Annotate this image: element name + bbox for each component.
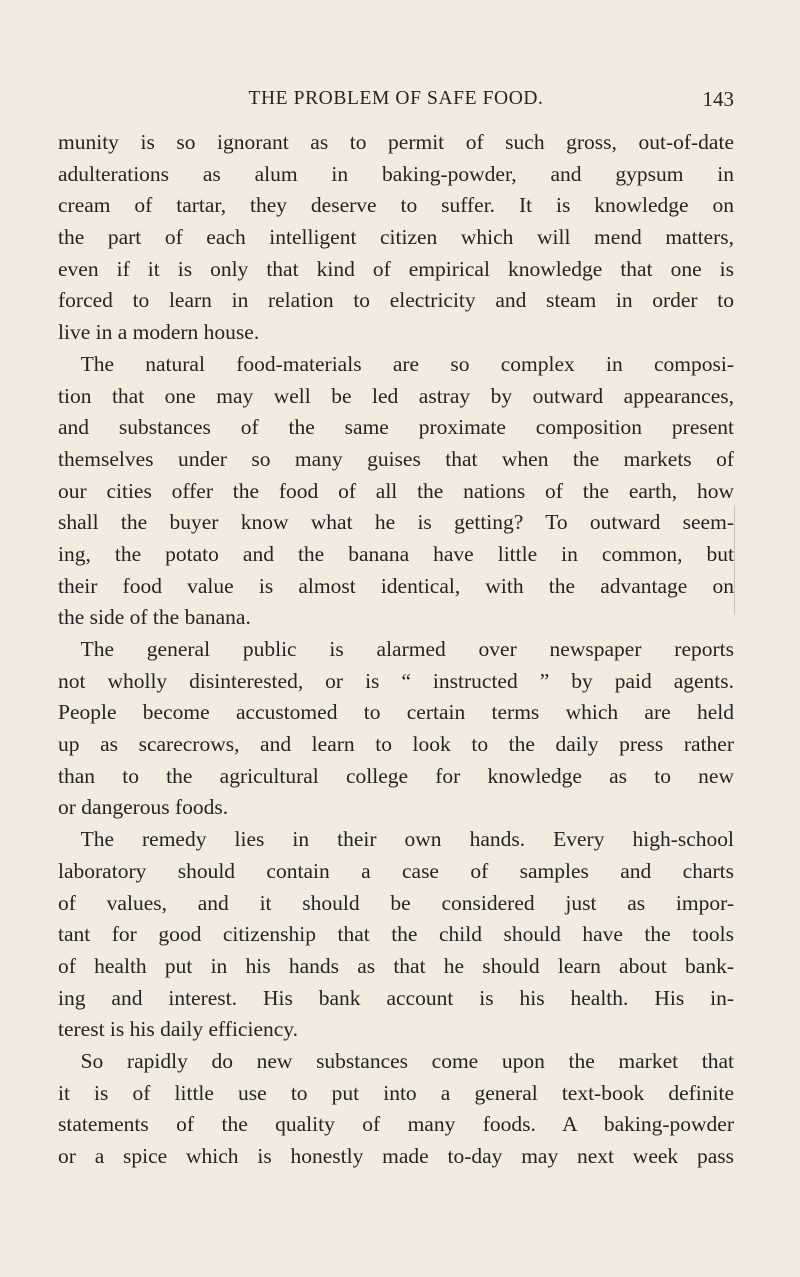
text-line: The natural food-materials are so complex in composi- xyxy=(80,351,734,376)
page-number: 143 xyxy=(702,87,734,111)
text-line: of values, and it should be considered just as impor- xyxy=(58,890,734,915)
text-line: even if it is only that kind of empirical knowledge that one is xyxy=(58,256,734,281)
text-line: ing and interest. His bank account is his health. His in- xyxy=(58,985,734,1010)
text-line: not wholly disinterested, or is “ instructed ” by paid agents. xyxy=(58,668,734,693)
text-line: cream of tartar, they deserve to suffer. It is knowledge on xyxy=(58,193,734,218)
text-line: than to the agricultural college for knowledge as to new xyxy=(58,763,734,788)
body-text xyxy=(58,127,734,1173)
text-line: or a spice which is honestly made to-day may next week pass xyxy=(58,1144,734,1168)
text-line: adulterations as alum in baking-powder, and gypsum in xyxy=(58,161,734,186)
text-line: The remedy lies in their own hands. Every high-school xyxy=(80,827,734,852)
text-line: our cities offer the food of all the nations of the earth, how xyxy=(58,478,734,503)
paragraph xyxy=(58,824,734,1046)
text-line: the side of the banana. xyxy=(58,605,251,630)
text-line: statements of the quality of many foods. A baking-powder xyxy=(58,1112,734,1137)
text-line: or dangerous foods. xyxy=(58,795,229,820)
running-head-title: THE PROBLEM OF SAFE FOOD. xyxy=(248,88,544,109)
paragraph xyxy=(58,127,734,349)
text-line: forced to learn in relation to electricity and steam in order to xyxy=(58,288,734,313)
text-line: tant for good citizenship that the child should have the tools xyxy=(58,922,734,947)
text-line: and substances of the same proximate composition present xyxy=(58,415,734,440)
text-line: themselves under so many guises that when the markets of xyxy=(58,446,734,471)
paragraph xyxy=(58,349,734,634)
text-line: So rapidly do new substances come upon the market that xyxy=(80,1048,734,1073)
paragraph xyxy=(58,634,734,824)
text-line: shall the buyer know what he is getting? To outward seem- xyxy=(58,510,734,535)
page-edge-mark xyxy=(734,505,741,615)
text-line: up as scarecrows, and learn to look to the daily press rather xyxy=(58,732,734,757)
text-line: tion that one may well be led astray by outward appearances, xyxy=(58,383,734,408)
text-line: live in a modern house. xyxy=(58,320,260,345)
paragraph xyxy=(58,1046,734,1173)
text-line: munity is so ignorant as to permit of such gross, out-of-date xyxy=(58,130,734,154)
text-line: their food value is almost identical, with the advantage on xyxy=(58,573,734,598)
text-line: of health put in his hands as that he should learn about bank- xyxy=(58,953,734,978)
running-head xyxy=(58,86,734,116)
text-line: ing, the potato and the banana have little in common, but xyxy=(58,541,734,566)
text-line: it is of little use to put into a general text-book definite xyxy=(58,1080,734,1105)
text-line: The general public is alarmed over newspaper reports xyxy=(80,637,734,661)
text-line: the part of each intelligent citizen which will mend matters, xyxy=(58,225,734,250)
text-line: laboratory should contain a case of samples and charts xyxy=(58,858,734,883)
text-line: People become accustomed to certain terms which are held xyxy=(58,700,734,725)
text-line: terest is his daily efficiency. xyxy=(58,1017,299,1042)
